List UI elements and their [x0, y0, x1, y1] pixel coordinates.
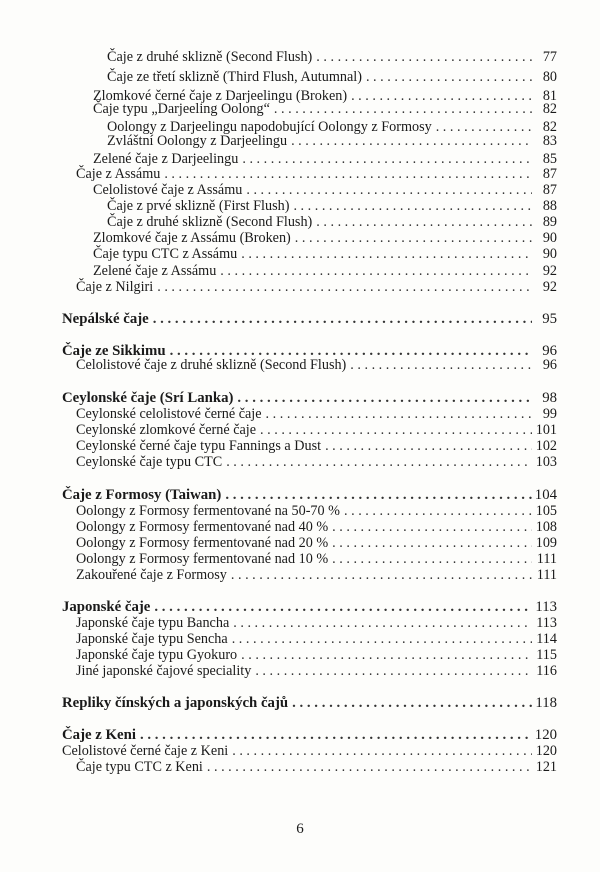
- toc-entry-page: 88: [542, 198, 557, 214]
- toc-entry-title: Nepálské čaje: [62, 311, 149, 327]
- toc-entry-page: 105: [535, 503, 557, 519]
- toc-entry-page: 87: [542, 166, 557, 182]
- toc-entry-title: Japonské čaje typu Bancha: [76, 615, 230, 631]
- toc-entry-page: 103: [535, 454, 557, 470]
- toc-entry: [107, 131, 557, 151]
- toc-entry-title: Oolongy z Formosy fermentované nad 20 %: [76, 535, 329, 551]
- toc-entry-title: Čaje z druhé sklizně (Second Flush): [107, 49, 313, 65]
- toc-entry-page: 116: [536, 663, 557, 679]
- toc-entry-title: Oolongy z Formosy fermentované na 50-70 %: [76, 503, 340, 519]
- toc-section-heading: [62, 693, 557, 713]
- toc-entry-page: 96: [542, 343, 557, 359]
- toc-entry-page: 102: [535, 438, 557, 454]
- toc-entry-title: Zlomkové čaje z Assámu (Broken): [93, 230, 291, 246]
- toc-section-heading: [62, 309, 557, 329]
- toc-entry-page: 118: [535, 695, 557, 711]
- toc-entry-page: 120: [534, 727, 557, 743]
- toc-entry: [76, 277, 557, 297]
- toc-entry: [107, 47, 557, 67]
- dot-leader: [316, 47, 532, 67]
- dot-leader: [231, 565, 532, 585]
- toc-entry-title: Čaje z Assámu: [76, 166, 161, 182]
- dot-leader: [274, 99, 532, 119]
- toc-entry-title: Čaje typu CTC z Assámu: [93, 246, 238, 262]
- toc-entry: [93, 99, 557, 119]
- toc-entry-title: Ceylonské zlomkové černé čaje: [76, 422, 257, 438]
- toc-entry-page: 99: [542, 406, 557, 422]
- toc-entry-title: Jiné japonské čajové speciality: [76, 663, 252, 679]
- toc-entry-title: Zakouřené čaje z Formosy: [76, 567, 227, 583]
- toc-entry: [76, 355, 557, 375]
- toc-entry-title: Japonské čaje typu Gyokuro: [76, 647, 238, 663]
- toc-entry-title: Ceylonské čaje (Srí Lanka): [62, 390, 234, 406]
- toc-entry-page: 82: [542, 119, 557, 135]
- toc-entry-title: Zelené čaje z Darjeelingu: [93, 151, 239, 167]
- toc-entry-page: 98: [542, 390, 557, 406]
- toc-entry-page: 87: [542, 182, 557, 198]
- toc-entry-title: Repliky čínských a japonských čajů: [62, 695, 289, 711]
- toc-entry-page: 85: [542, 151, 557, 167]
- toc-entry-page: 111: [536, 551, 557, 567]
- toc-entry-page: 115: [536, 647, 557, 663]
- toc-entry-title: Čaje z Keni: [62, 727, 136, 743]
- toc-entry-page: 113: [536, 615, 557, 631]
- toc-entry-page: 92: [542, 263, 557, 279]
- toc-entry-title: Zelené čaje z Assámu: [93, 263, 217, 279]
- toc-entry-title: Ceylonské celolistové černé čaje: [76, 406, 262, 422]
- toc-entry-title: Zlomkové černé čaje z Darjeelingu (Broken): [93, 88, 348, 104]
- toc-entry-title: Ceylonské čaje typu CTC: [76, 454, 223, 470]
- toc-entry-page: 90: [542, 246, 557, 262]
- toc-entry-page: 108: [535, 519, 557, 535]
- dot-leader: [292, 693, 532, 713]
- toc-entry-title: Zvláštní Oolongy z Darjeelingu: [107, 133, 288, 149]
- dot-leader: [153, 309, 532, 329]
- toc-entry-title: Ceylonské černé čaje typu Fannings a Dust: [76, 438, 322, 454]
- toc-entry-title: Čaje typu CTC z Keni: [76, 759, 203, 775]
- toc-entry-page: 104: [534, 487, 557, 503]
- toc-entry: [76, 661, 557, 681]
- toc-entry-title: Čaje z druhé sklizně (Second Flush): [107, 214, 313, 230]
- toc-entry-title: Celolistové čaje z druhé sklizně (Second Flush): [76, 357, 347, 373]
- toc-entry-title: Japonské čaje typu Sencha: [76, 631, 228, 647]
- toc-entry-page: 109: [535, 535, 557, 551]
- toc-entry: [107, 67, 557, 87]
- page-number: 6: [296, 821, 304, 837]
- dot-leader: [226, 452, 532, 472]
- toc-entry-title: Oolongy z Formosy fermentované nad 10 %: [76, 551, 329, 567]
- toc-entry-title: Čaje typu „Darjeeling Oolong“: [93, 101, 270, 117]
- dot-leader: [291, 131, 532, 151]
- dot-leader: [255, 661, 532, 681]
- toc-entry-title: Oolongy z Formosy fermentované nad 40 %: [76, 519, 329, 535]
- toc-entry-page: 81: [542, 88, 557, 104]
- toc-entry-title: Čaje z prvé sklizně (First Flush): [107, 198, 290, 214]
- toc-entry-page: 77: [542, 49, 557, 65]
- toc-entry-page: 111: [536, 567, 557, 583]
- dot-leader: [350, 355, 532, 375]
- toc-entry-page: 96: [542, 357, 557, 373]
- toc-entry-page: 101: [535, 422, 557, 438]
- toc-entry-page: 120: [535, 743, 557, 759]
- toc-entry-title: Čaje ze třetí sklizně (Third Flush, Autumnal): [107, 69, 362, 85]
- toc-entry-page: 83: [542, 133, 557, 149]
- toc-entry-page: 82: [542, 101, 557, 117]
- toc-entry-page: 80: [542, 69, 557, 85]
- dot-leader: [366, 67, 532, 87]
- toc-entry-page: 95: [542, 311, 557, 327]
- dot-leader: [157, 277, 532, 297]
- toc-entry-title: Oolongy z Darjeelingu napodobující Oolongy z Formosy: [107, 119, 432, 135]
- toc-entry-title: Čaje ze Sikkimu: [62, 343, 166, 359]
- toc-entry: [76, 757, 557, 777]
- toc-entry: [76, 452, 557, 472]
- toc-entry-page: 121: [535, 759, 557, 775]
- toc-entry-title: Čaje z Nilgiri: [76, 279, 154, 295]
- dot-leader: [207, 757, 532, 777]
- toc-entry: [76, 565, 557, 585]
- toc-entry-page: 113: [535, 599, 557, 615]
- toc-entry-page: 92: [542, 279, 557, 295]
- toc-entry-page: 90: [542, 230, 557, 246]
- toc-entry-page: 114: [536, 631, 557, 647]
- toc-entry-title: Celolistové černé čaje z Keni: [62, 743, 229, 759]
- toc-entry-title: Celolistové čaje z Assámu: [93, 182, 243, 198]
- toc-entry-title: Japonské čaje: [62, 599, 151, 615]
- toc-entry-title: Čaje z Formosy (Taiwan): [62, 487, 222, 503]
- toc-entry-page: 89: [542, 214, 557, 230]
